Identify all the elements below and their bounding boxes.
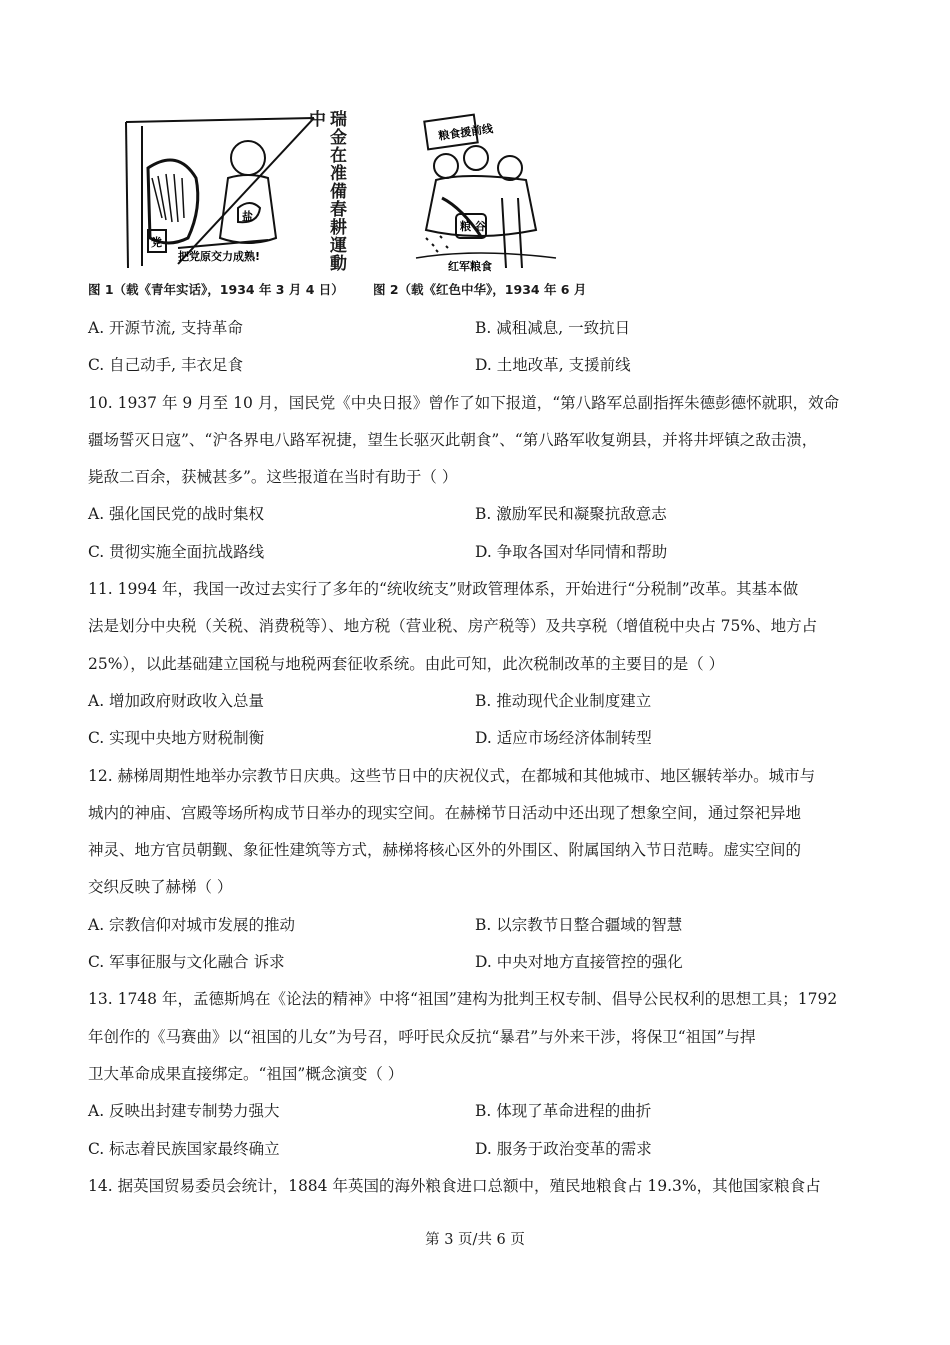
q10-option-c[interactable]: C. 贯彻实施全面抗战路线 bbox=[88, 542, 265, 561]
q11-option-b[interactable]: B. 推动现代企业制度建立 bbox=[475, 691, 652, 710]
q13-stem bbox=[88, 981, 878, 1093]
q12-line: 神灵、地方官员朝觐、象征性建筑等方式，赫梯将核心区外的外围区、附属国纳入节日范畴。虚实空间的 bbox=[88, 841, 802, 860]
q9-option-d[interactable]: D. 土地改革, 支援前线 bbox=[475, 356, 631, 375]
q13-option-d[interactable]: D. 服务于政治变革的需求 bbox=[475, 1139, 652, 1158]
cartoon-1-label-party: 党 bbox=[151, 236, 162, 249]
q10-stem bbox=[88, 385, 878, 497]
q12-option-b[interactable]: B. 以宗教节日整合疆域的智慧 bbox=[475, 915, 683, 934]
q10-line: 10. 1937 年 9 月至 10 月，国民党《中央日报》曾作了如下报道，“第八路军总副指挥朱德彭德怀就职，效命 bbox=[88, 393, 840, 412]
q13-option-c[interactable]: C. 标志着民族国家最终确立 bbox=[88, 1139, 280, 1158]
cartoon-1-balloon: 把党原交力成熟! bbox=[178, 250, 261, 263]
cartoon-2-sign: 粮食援前线 bbox=[437, 122, 494, 143]
figure-1-caption: 图 1（载《青年实话》，1934 年 3 月 4 日） bbox=[88, 282, 344, 297]
q13-option-b[interactable]: B. 体现了革命进程的曲折 bbox=[475, 1102, 652, 1121]
q13-options bbox=[88, 1093, 878, 1168]
figure-2-cartoon bbox=[406, 108, 646, 274]
q9-option-a[interactable]: A. 开源节流, 支持革命 bbox=[88, 319, 243, 337]
q13-option-a[interactable]: A. 反映出封建专制势力强大 bbox=[88, 1102, 280, 1121]
q9-option-b[interactable]: B. 减租减息, 一致抗日 bbox=[475, 319, 631, 337]
q14-stem bbox=[88, 1168, 878, 1205]
q11-line: 25%），以此基础建立国税与地税两套征收系统。由此可知，此次税制改革的主要目的是（ ） bbox=[88, 654, 725, 673]
q13-line: 卫大革命成果直接绑定。“祖国”概念演变（ ） bbox=[88, 1064, 404, 1083]
q9-options bbox=[88, 310, 878, 385]
q10-option-d[interactable]: D. 争取各国对华同情和帮助 bbox=[475, 542, 668, 561]
cartoon-1-illustration bbox=[118, 108, 318, 274]
figures-row bbox=[88, 108, 608, 304]
q9-option-c[interactable]: C. 自己动手, 丰衣足食 bbox=[88, 356, 244, 375]
q11-line: 11. 1994 年，我国一改过去实行了多年的“统收统支”财政管理体系，开始进行“分税制”改革。其基本做 bbox=[88, 580, 799, 599]
q10-line: 疆场誓灭日寇”、“沪各界电八路军祝捷，望生长驱灭此朝食”、“第八路军收复朔县，并将井坪镇之敌击溃， bbox=[88, 430, 818, 449]
q11-option-a[interactable]: A. 增加政府财政收入总量 bbox=[88, 691, 265, 710]
q12-option-d[interactable]: D. 中央对地方直接管控的强化 bbox=[475, 953, 683, 972]
q12-line: 交织反映了赫梯（ ） bbox=[88, 878, 233, 897]
cartoon-1-label-salt: 盐 bbox=[242, 210, 253, 223]
cartoon-2-illustration bbox=[406, 108, 566, 274]
q12-line: 12. 赫梯周期性地举办宗教节日庆典。这些节日中的庆祝仪式，在都城和其他城市、地区辗转举办。城市与 bbox=[88, 766, 816, 785]
page-footer: 第 3 页/共 6 页 bbox=[425, 1232, 525, 1248]
q14-line: 14. 据英国贸易委员会统计，1884 年英国的海外粮食进口总额中，殖民地粮食占 19.3%，其他国家粮食占 bbox=[88, 1176, 821, 1195]
cartoon-2-bag-label: 粮 谷 bbox=[460, 220, 486, 233]
figure-2-caption: 图 2（载《红色中华》，1934 年 6 月 bbox=[373, 282, 587, 297]
q12-option-c[interactable]: C. 军事征服与文化融合 诉求 bbox=[88, 953, 285, 972]
q10-option-b[interactable]: B. 激励军民和凝聚抗敌意志 bbox=[475, 505, 667, 524]
q11-options bbox=[88, 683, 878, 758]
q10-line: 毙敌二百余，获械甚多”。这些报道在当时有助于（ ） bbox=[88, 468, 458, 487]
q11-option-c[interactable]: C. 实现中央地方财税制衡 bbox=[88, 729, 265, 748]
questions bbox=[88, 310, 878, 1205]
cartoon-1-vertical-title: 瑞金在准備春耕運動中 bbox=[305, 110, 346, 272]
figure-1-cartoon bbox=[118, 108, 358, 274]
q12-stem bbox=[88, 758, 878, 907]
q13-line: 年创作的《马赛曲》以“祖国的儿女”为号召，呼吁民众反抗“暴君”与外来干涉，将保卫“祖国”与捍 bbox=[88, 1027, 756, 1046]
q11-line: 法是划分中央税（关税、消费税等）、地方税（营业税、房产税等）及共享税（增值税中央占 75%、地方占 bbox=[88, 617, 818, 636]
q12-option-a[interactable]: A. 宗教信仰对城市发展的推动 bbox=[88, 915, 296, 934]
q12-line: 城内的神庙、宫殿等场所构成节日举办的现实空间。在赫梯节日活动中还出现了想象空间，通过祭祀异地 bbox=[88, 803, 802, 822]
q10-options bbox=[88, 496, 878, 571]
q11-option-d[interactable]: D. 适应市场经济体制转型 bbox=[475, 729, 652, 748]
q13-line: 13. 1748 年，孟德斯鸠在《论法的精神》中将“祖国”建构为批判王权专制、倡导公民权利的思想工具；1792 bbox=[88, 990, 838, 1009]
cartoon-2-banner: 红军粮食 bbox=[448, 260, 492, 273]
q11-stem bbox=[88, 571, 878, 683]
q10-option-a[interactable]: A. 强化国民党的战时集权 bbox=[88, 505, 265, 524]
q12-options bbox=[88, 907, 878, 982]
